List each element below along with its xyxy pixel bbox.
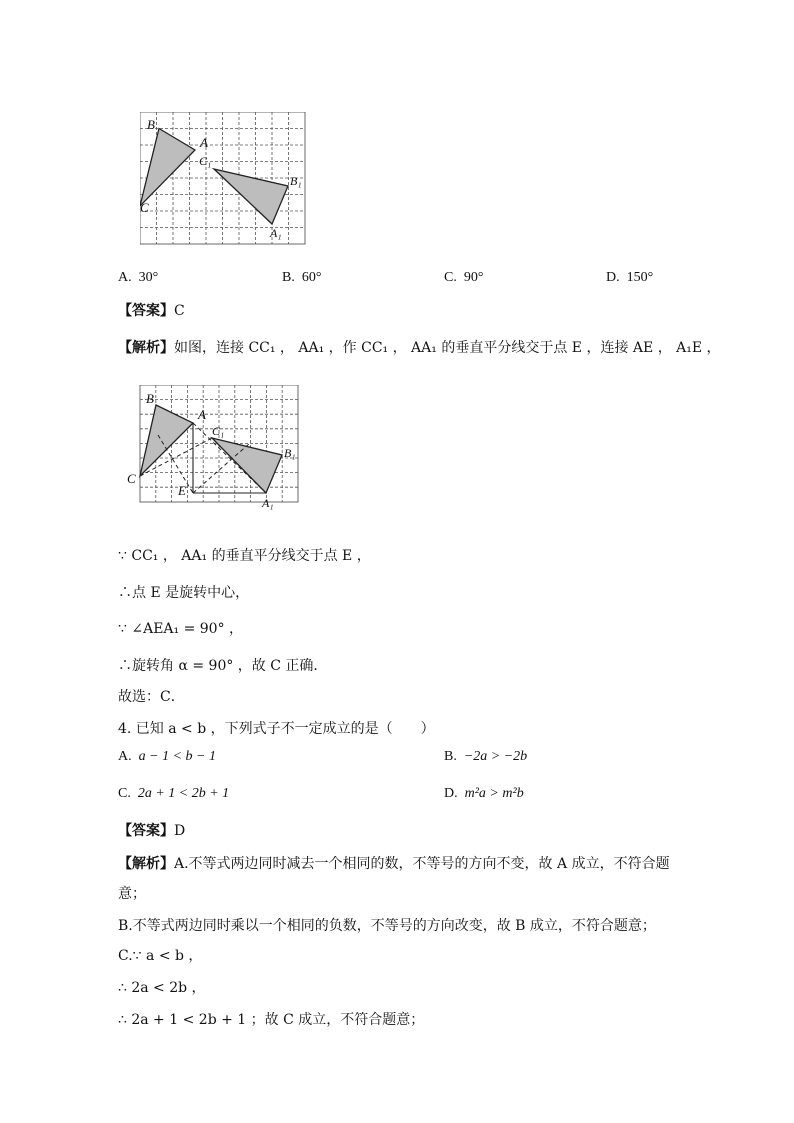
q3-analysis: 【解析】如图，连接 CC₁ ， AA₁ ，作 CC₁ ， AA₁ 的垂直平分线交于点 E ，连接 AE ， A₁E ， <box>118 340 721 356</box>
label-a1: A₁ <box>270 226 282 240</box>
label-b1: B₁ <box>290 174 302 188</box>
q4-analysis-a-cont: 意； <box>118 886 146 902</box>
triangle-a1b1c1 <box>214 169 288 224</box>
q4-analysis-c1: C.∵ a < b ， <box>118 948 203 964</box>
q3-option-a: A. 30° <box>118 270 159 285</box>
q3-step-2: ∴点 E 是旋转中心， <box>118 585 250 601</box>
label-a1: A₁ <box>262 496 274 510</box>
q4-stem: 4. 已知 a < b ，下列式子不一定成立的是（ ） <box>118 721 435 737</box>
q4-analysis-b: B.不等式两边同时乘以一个相同的负数，不等号的方向改变，故 B 成立，不符合题意； <box>118 918 656 934</box>
q4-option-d: D. m²a > m²b <box>444 786 524 801</box>
q4-analysis-a: 【解析】A.不等式两边同时减去一个相同的数，不等号的方向不变，故 A 成立，不符合题 <box>118 856 670 872</box>
q3-step-1: ∵ CC₁ ， AA₁ 的垂直平分线交于点 E ， <box>118 548 371 564</box>
q4-answer: 【答案】D <box>118 823 186 839</box>
rotation-figure <box>140 112 306 245</box>
q4-analysis-c3: ∴ 2a + 1 < 2b + 1 ；故 C 成立，不符合题意； <box>118 1012 425 1028</box>
q3-option-c: C. 90° <box>444 270 484 285</box>
label-b1: B₁ <box>284 446 296 460</box>
label-e: E <box>178 483 186 498</box>
label-c: C <box>127 471 136 486</box>
label-a: A <box>200 135 208 150</box>
q3-option-b: B. 60° <box>282 270 322 285</box>
q4-option-c: C. 2a + 1 < 2b + 1 <box>118 786 230 801</box>
q3-step-3: ∵ ∠AEA₁ = 90° ， <box>118 621 244 637</box>
label-c1: C₁ <box>199 154 212 168</box>
label-b: B <box>147 117 155 132</box>
label-c1: C₁ <box>212 424 225 438</box>
label-a: A <box>198 407 206 422</box>
label-c: C <box>140 200 149 215</box>
solution-figure <box>126 385 304 513</box>
triangle-abc <box>140 405 193 476</box>
q4-option-a: A. a − 1 < b − 1 <box>118 749 216 764</box>
q3-step-5: 故选：C． <box>118 689 185 705</box>
q3-option-d: D. 150° <box>606 270 654 285</box>
q3-step-4: ∴旋转角 α = 90° ，故 C 正确． <box>118 658 328 674</box>
q4-option-b: B. −2a > −2b <box>444 749 528 764</box>
q4-analysis-c2: ∴ 2a < 2b ， <box>118 980 206 996</box>
label-b: B <box>146 391 154 406</box>
q3-answer: 【答案】C <box>118 303 185 319</box>
